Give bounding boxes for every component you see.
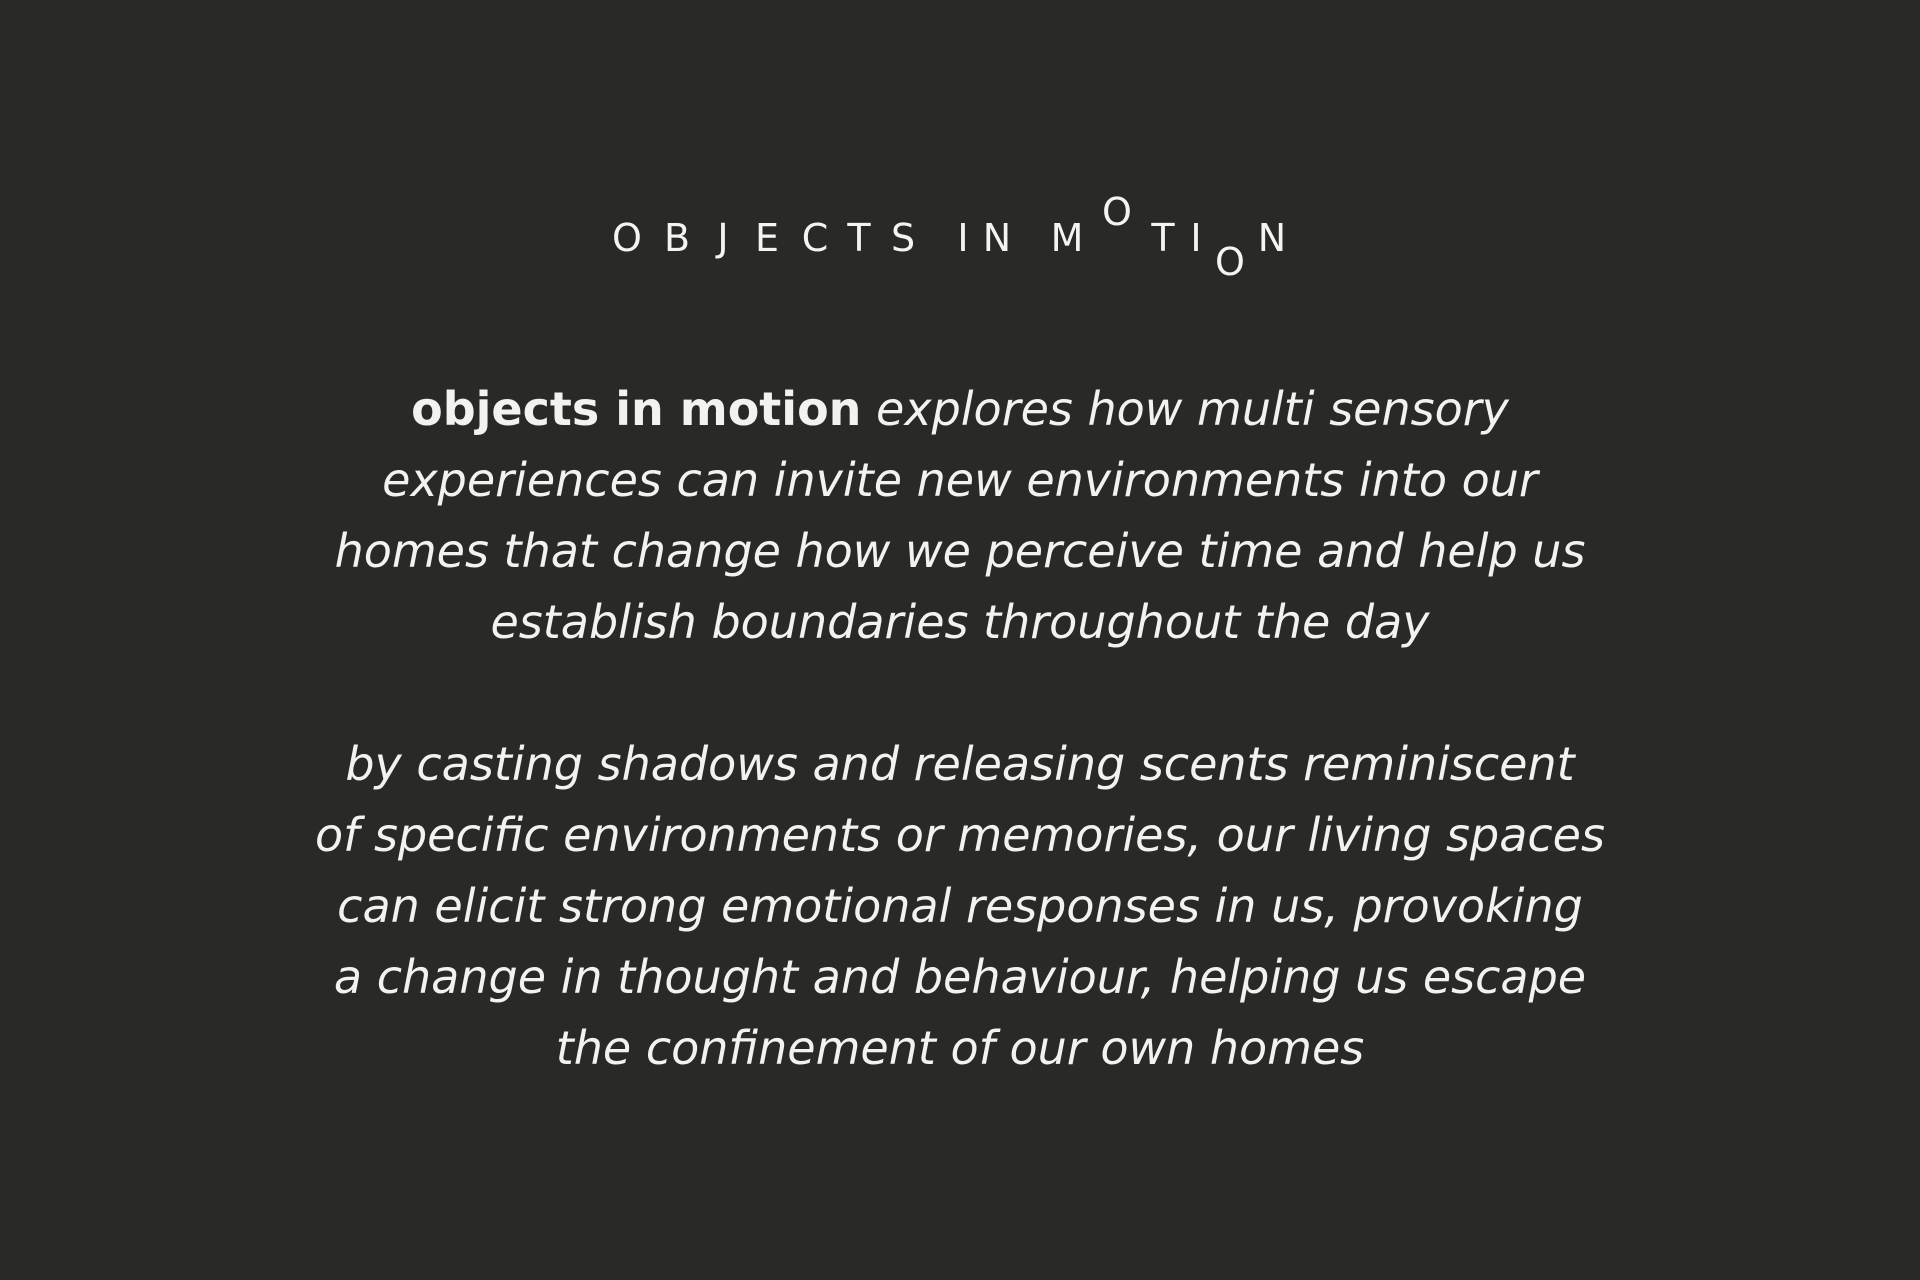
intro-line-4: establish boundaries throughout the day [490,595,1430,649]
title-letter: J [717,216,729,260]
description [300,374,1620,1084]
intro-line-3: homes that change how we perceive time and help us [334,524,1586,578]
detail-line-2: of specific environments or memories, our living spaces [315,808,1605,862]
title-letter-raised: O [1102,190,1132,234]
detail-line-3: can elicit strong emotional responses in us, provoking [337,879,1583,933]
title-letter: O [612,216,642,260]
intro-line-1-text: explores how multi sensory [861,382,1509,436]
title-letter: S [890,216,916,260]
intro-line-2: experiences can invite new environments into our [382,453,1538,507]
intro-paragraph [300,374,1620,658]
title-letter: B [663,216,691,260]
title-letter: N [1257,216,1287,260]
detail-paragraph [300,729,1620,1084]
title-letter: I [1190,216,1202,260]
detail-line-4: a change in thought and behaviour, helping us escape [333,950,1587,1004]
title-letter: M [1050,216,1084,260]
intro-line-1 [300,374,1620,445]
project-name-bold: objects in motion [411,382,862,436]
title-letter-lowered: O [1215,240,1245,284]
title-letter: N [982,216,1012,260]
detail-line-1: by casting shadows and releasing scents reminiscent [345,737,1575,791]
title-letter: C [801,216,829,260]
project-title [0,190,1920,288]
title-letter: T [847,216,871,260]
title-letter: E [754,216,779,260]
detail-line-5: the confinement of our own homes [555,1021,1365,1075]
title-letter: I [957,216,969,260]
title-letter: T [1151,216,1175,260]
